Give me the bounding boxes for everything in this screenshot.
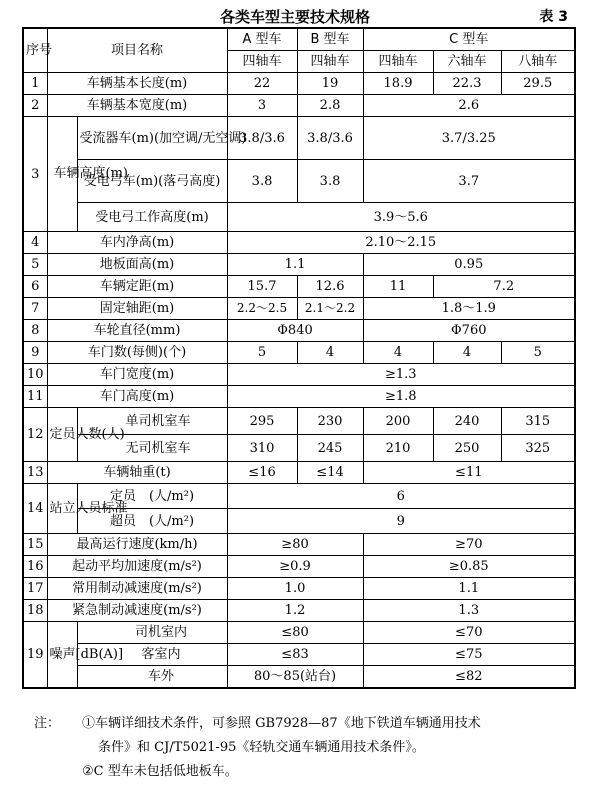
table-row: [23, 462, 575, 484]
cell-ab: ≤80: [227, 622, 363, 644]
table-title: 各类车型主要技术规格: [219, 8, 370, 26]
row-group-label: 噪声[dB(A)]: [47, 622, 77, 689]
row-label: 车内净高(m): [47, 232, 227, 254]
row-label: 车辆定距(m): [47, 276, 227, 298]
cell-c68: 7.2: [433, 276, 575, 298]
cell-b: 3.8/3.6: [297, 117, 363, 160]
row-label: 车辆轴重(t): [47, 462, 227, 484]
table-row: [23, 364, 575, 386]
row-group-label: 车辆高度(m): [47, 117, 77, 232]
cell-c: 0.95: [363, 254, 575, 276]
cell-a: 3: [227, 95, 297, 117]
row-label: 固定轴距(m): [47, 298, 227, 320]
cell-all: ≥1.3: [227, 364, 575, 386]
table-row: [23, 622, 575, 644]
row-number: 8: [23, 320, 47, 342]
cell-c: 3.7: [363, 160, 575, 203]
cell-b: 2.8: [297, 95, 363, 117]
cell-c6: 4: [433, 342, 501, 364]
row-label: 车辆基本宽度(m): [47, 95, 227, 117]
cell-a: 5: [227, 342, 297, 364]
row-label: 车门高度(m): [47, 386, 227, 408]
header-b-type: B 型车: [297, 28, 363, 51]
cell-c: ≥70: [363, 534, 575, 556]
row-number: 2: [23, 95, 47, 117]
header-c-axle8: 八轴车: [501, 51, 575, 73]
cell-b: 245: [297, 435, 363, 462]
row-number: 13: [23, 462, 47, 484]
row-label: 司机室内: [77, 622, 227, 644]
row-label: 地板面高(m): [47, 254, 227, 276]
header-a-axle: 四轴车: [227, 51, 297, 73]
cell-a: 310: [227, 435, 297, 462]
cell-c6: 22.3: [433, 73, 501, 95]
row-number: 4: [23, 232, 47, 254]
cell-c: 3.7/3.25: [363, 117, 575, 160]
row-number: 3: [23, 117, 47, 232]
row-number: 16: [23, 556, 47, 578]
table-row: [23, 342, 575, 364]
cell-b: 230: [297, 408, 363, 435]
cell-c4: 210: [363, 435, 433, 462]
table-row: [23, 320, 575, 342]
cell-a: ≤16: [227, 462, 297, 484]
table-row: [23, 666, 575, 689]
row-number: 9: [23, 342, 47, 364]
header-c-axle6: 六轴车: [433, 51, 501, 73]
header-b-axle: 四轴车: [297, 51, 363, 73]
cell-c: ≤11: [363, 462, 575, 484]
cell-ab: ≥0.9: [227, 556, 363, 578]
cell-all: 3.9～5.6: [227, 203, 575, 232]
table-row: [23, 386, 575, 408]
row-label: 受流器车(m)(加空调/无空调): [77, 117, 227, 160]
row-label: 无司机室车: [77, 435, 227, 462]
cell-ab: 1.0: [227, 578, 363, 600]
row-label: 车外: [77, 666, 227, 689]
row-label: 超员 (人/m²): [77, 509, 227, 534]
cell-c: ≥0.85: [363, 556, 575, 578]
cell-ab: 1.1: [227, 254, 363, 276]
cell-c8: 5: [501, 342, 575, 364]
cell-b: 3.8: [297, 160, 363, 203]
header-c-axle4: 四轴车: [363, 51, 433, 73]
cell-all: ≥1.8: [227, 386, 575, 408]
table-number: 表 3: [539, 9, 568, 25]
row-number: 17: [23, 578, 47, 600]
cell-ab: 80～85(站台): [227, 666, 363, 689]
cell-a: 3.8/3.6: [227, 117, 297, 160]
cell-a: 295: [227, 408, 297, 435]
cell-c4: 4: [363, 342, 433, 364]
row-label: 定员 (人/m²): [77, 484, 227, 509]
cell-b: 19: [297, 73, 363, 95]
cell-c8: 29.5: [501, 73, 575, 95]
row-number: 19: [23, 622, 47, 689]
header-c-type: C 型车: [363, 28, 575, 51]
cell-c6: 250: [433, 435, 501, 462]
cell-all: 6: [227, 484, 575, 509]
table-row: [23, 298, 575, 320]
table-row: [23, 117, 575, 160]
table-row: [23, 203, 575, 232]
row-label: 最高运行速度(km/h): [47, 534, 227, 556]
row-label: 单司机室车: [77, 408, 227, 435]
row-number: 12: [23, 408, 47, 462]
row-number: 11: [23, 386, 47, 408]
cell-c: ≤75: [363, 644, 575, 666]
cell-c: ≤82: [363, 666, 575, 689]
cell-b: 2.1～2.2: [297, 298, 363, 320]
header-seq: 序号: [23, 28, 47, 73]
cell-c4: 18.9: [363, 73, 433, 95]
row-label: 车辆基本长度(m): [47, 73, 227, 95]
cell-b: ≤14: [297, 462, 363, 484]
table-row: [23, 578, 575, 600]
header-a-type: A 型车: [227, 28, 297, 51]
row-group-label: 定员人数(人): [47, 408, 77, 462]
row-label: 客室内: [77, 644, 227, 666]
cell-c: Φ760: [363, 320, 575, 342]
row-number: 18: [23, 600, 47, 622]
table-title-bar: [0, 4, 590, 26]
cell-c: 1.1: [363, 578, 575, 600]
table-row: [23, 254, 575, 276]
table-row: [23, 556, 575, 578]
row-label: 车轮直径(mm): [47, 320, 227, 342]
row-label: 受电弓车(m)(落弓高度): [77, 160, 227, 203]
cell-all: 2.10～2.15: [227, 232, 575, 254]
cell-ab: 1.2: [227, 600, 363, 622]
spec-table: [22, 27, 576, 689]
row-number: 14: [23, 484, 47, 534]
cell-c: 1.8～1.9: [363, 298, 575, 320]
cell-c: 2.6: [363, 95, 575, 117]
row-group-label: 站立人员标准: [47, 484, 77, 534]
row-label: 车门数(每侧)(个): [47, 342, 227, 364]
table-row: [23, 276, 575, 298]
row-label: 常用制动减速度(m/s²): [47, 578, 227, 600]
table-row: [23, 95, 575, 117]
table-row: [23, 232, 575, 254]
cell-c: 1.3: [363, 600, 575, 622]
notes-label: 注：: [34, 716, 61, 731]
row-number: 5: [23, 254, 47, 276]
cell-a: 22: [227, 73, 297, 95]
cell-ab: ≥80: [227, 534, 363, 556]
cell-b: 12.6: [297, 276, 363, 298]
cell-c6: 240: [433, 408, 501, 435]
table-row: [23, 600, 575, 622]
cell-a: 15.7: [227, 276, 297, 298]
cell-a: 2.2～2.5: [227, 298, 297, 320]
row-number: 7: [23, 298, 47, 320]
table-row: [23, 484, 575, 509]
row-number: 6: [23, 276, 47, 298]
cell-ab: Φ840: [227, 320, 363, 342]
row-label: 起动平均加速度(m/s²): [47, 556, 227, 578]
table-notes: [34, 712, 574, 784]
cell-all: 9: [227, 509, 575, 534]
row-number: 10: [23, 364, 47, 386]
table-row: [23, 73, 575, 95]
table-row: [23, 534, 575, 556]
cell-b: 4: [297, 342, 363, 364]
cell-c8: 315: [501, 408, 575, 435]
row-label: 紧急制动减速度(m/s²): [47, 600, 227, 622]
note-2: ②C 型车未包括低地板车。: [82, 764, 238, 779]
table-row: [23, 408, 575, 435]
note-1-line-2: 条件》和 CJ/T5021-95《轻轨交通车辆通用技术条件》。: [98, 740, 425, 755]
cell-ab: ≤83: [227, 644, 363, 666]
cell-a: 3.8: [227, 160, 297, 203]
cell-c4: 200: [363, 408, 433, 435]
cell-c8: 325: [501, 435, 575, 462]
row-number: 1: [23, 73, 47, 95]
cell-c4: 11: [363, 276, 433, 298]
row-number: 15: [23, 534, 47, 556]
cell-c: ≤70: [363, 622, 575, 644]
header-item: 项目名称: [47, 28, 227, 73]
row-label: 车门宽度(m): [47, 364, 227, 386]
note-1-line-1: ①车辆详细技术条件，可参照 GB7928—87《地下铁道车辆通用技术: [82, 716, 481, 731]
row-label: 受电弓工作高度(m): [77, 203, 227, 232]
